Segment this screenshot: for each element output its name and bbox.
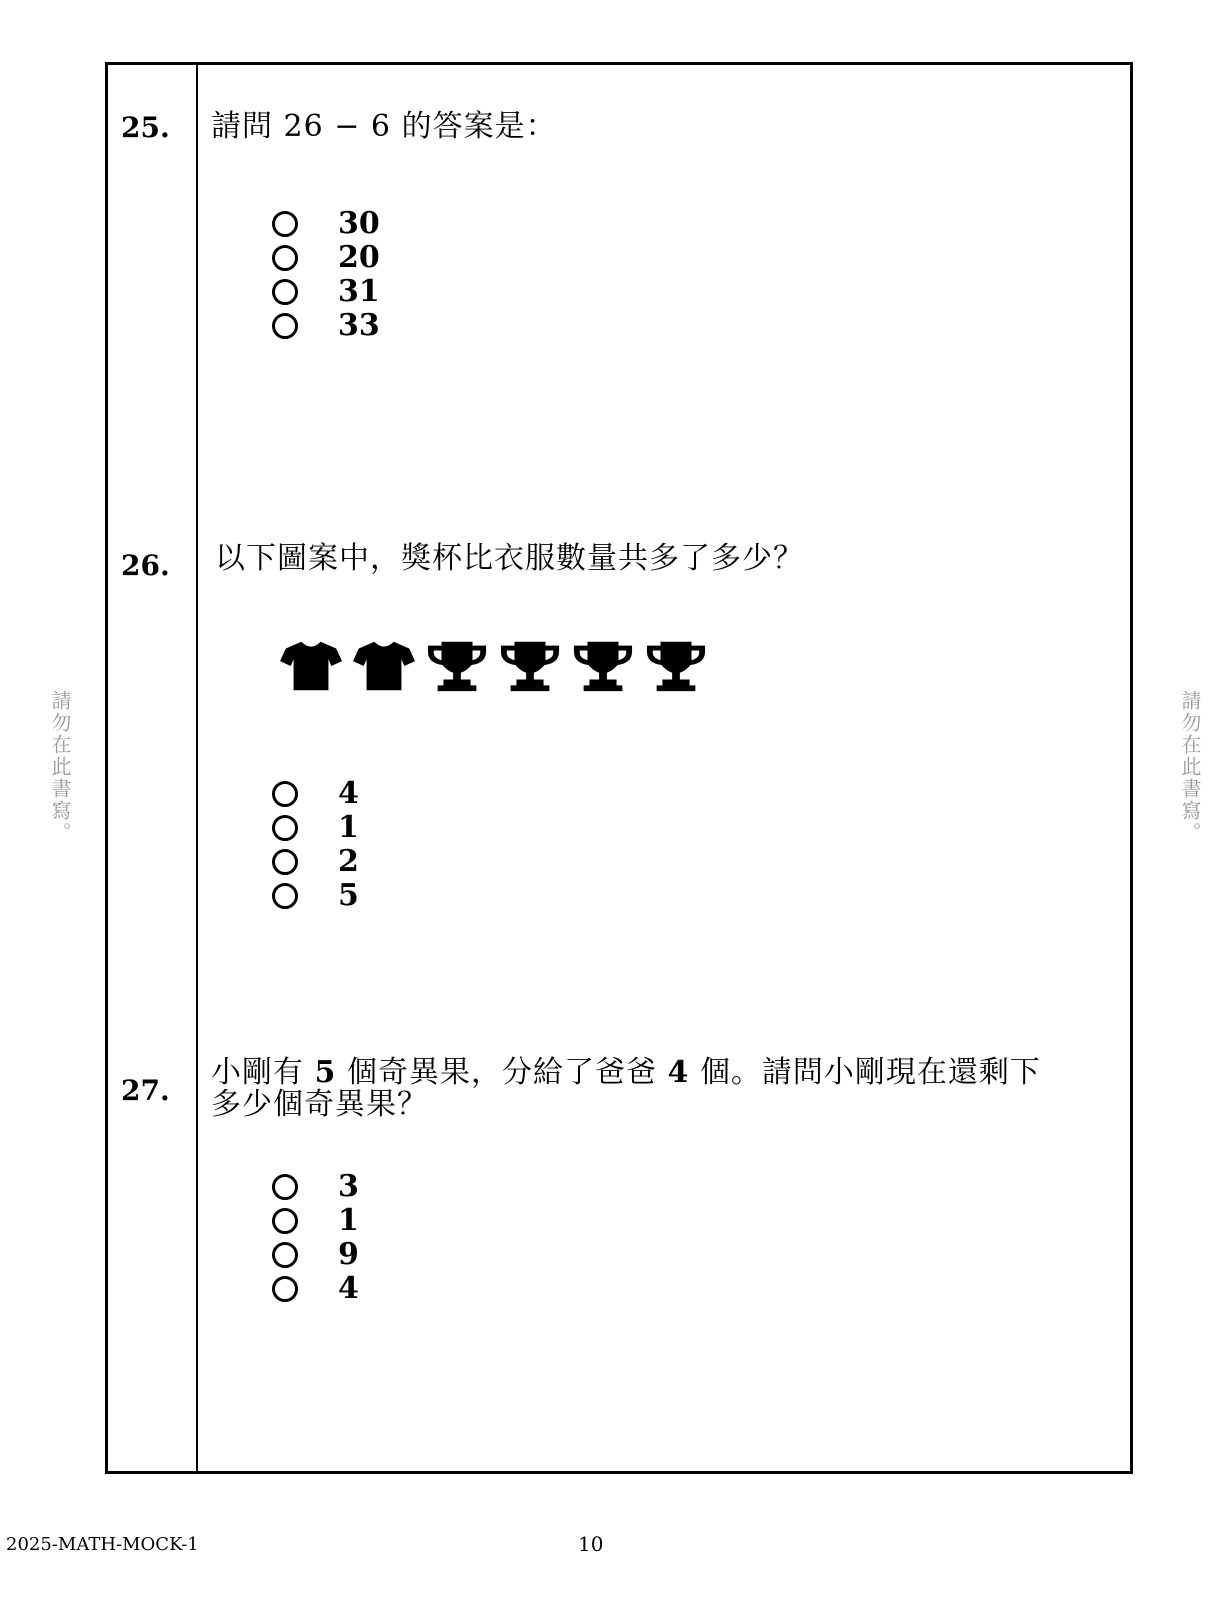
question-25-prefix: 請問 xyxy=(211,109,273,144)
trophy-icon xyxy=(499,637,561,693)
radio-button[interactable] xyxy=(272,279,298,305)
option-label: 2 xyxy=(338,844,359,879)
question-27-option-3[interactable] xyxy=(272,1238,359,1272)
trophy-icon xyxy=(572,637,634,693)
radio-button[interactable] xyxy=(272,849,298,875)
option-label: 5 xyxy=(338,878,359,913)
question-25-option-4[interactable] xyxy=(272,309,380,343)
question-25-option-1[interactable] xyxy=(272,207,380,241)
question-27-options xyxy=(272,1170,359,1306)
question-27-option-4[interactable] xyxy=(272,1272,359,1306)
question-25-expression: 26 − 6 xyxy=(283,109,392,144)
question-26-text: 以下圖案中，獎杯比衣服數量共多了多少？ xyxy=(215,541,804,576)
question-27-number-1: 5 xyxy=(314,1055,337,1090)
page-number: 10 xyxy=(578,1532,604,1556)
question-27-text xyxy=(211,1055,1041,1123)
radio-button[interactable] xyxy=(272,211,298,237)
option-label: 33 xyxy=(338,308,380,343)
trophy-icon xyxy=(426,637,488,693)
radio-button[interactable] xyxy=(272,883,298,909)
option-label: 3 xyxy=(338,1169,359,1204)
radio-button[interactable] xyxy=(272,245,298,271)
question-26-options xyxy=(272,777,359,913)
shirt-icon xyxy=(280,637,342,693)
option-label: 31 xyxy=(338,274,380,309)
exam-code: 2025-MATH-MOCK-1 xyxy=(6,1534,199,1555)
question-27-option-2[interactable] xyxy=(272,1204,359,1238)
option-label: 1 xyxy=(338,1203,359,1238)
radio-button[interactable] xyxy=(272,313,298,339)
question-27-line-1 xyxy=(211,1055,1041,1091)
question-27-part-3: 個。請問小剛現在還剩下 xyxy=(699,1055,1041,1090)
question-25-number: 25. xyxy=(121,111,170,144)
radio-button[interactable] xyxy=(272,1208,298,1234)
question-25-options xyxy=(272,207,380,343)
question-26-option-1[interactable] xyxy=(272,777,359,811)
option-label: 1 xyxy=(338,810,359,845)
do-not-write-note-right: 請勿在此書寫。 xyxy=(1178,690,1202,844)
radio-button[interactable] xyxy=(272,1174,298,1200)
question-25-text xyxy=(211,109,557,145)
option-label: 9 xyxy=(338,1237,359,1272)
question-26-option-2[interactable] xyxy=(272,811,359,845)
radio-button[interactable] xyxy=(272,781,298,807)
question-27-number-2: 4 xyxy=(667,1055,690,1090)
option-label: 20 xyxy=(338,240,380,275)
question-26-number: 26. xyxy=(121,549,170,582)
radio-button[interactable] xyxy=(272,1276,298,1302)
question-25-option-2[interactable] xyxy=(272,241,380,275)
option-label: 30 xyxy=(338,206,380,241)
question-27-line-2: 多少個奇異果？ xyxy=(211,1087,428,1122)
question-25-suffix: 的答案是： xyxy=(401,109,557,144)
question-27-number: 27. xyxy=(121,1074,170,1107)
radio-button[interactable] xyxy=(272,815,298,841)
question-27-part-2: 個奇異果，分給了爸爸 xyxy=(346,1055,657,1090)
option-label: 4 xyxy=(338,1271,359,1306)
question-27-option-1[interactable] xyxy=(272,1170,359,1204)
question-25-option-3[interactable] xyxy=(272,275,380,309)
question-26-picture xyxy=(280,637,718,693)
radio-button[interactable] xyxy=(272,1242,298,1268)
option-label: 4 xyxy=(338,776,359,811)
question-frame xyxy=(105,62,1133,1474)
column-divider xyxy=(196,65,198,1471)
question-26-option-4[interactable] xyxy=(272,879,359,913)
shirt-icon xyxy=(353,637,415,693)
trophy-icon xyxy=(645,637,707,693)
question-27-part-1: 小剛有 xyxy=(211,1055,304,1090)
question-26-option-3[interactable] xyxy=(272,845,359,879)
do-not-write-note-left: 請勿在此書寫。 xyxy=(48,690,72,844)
